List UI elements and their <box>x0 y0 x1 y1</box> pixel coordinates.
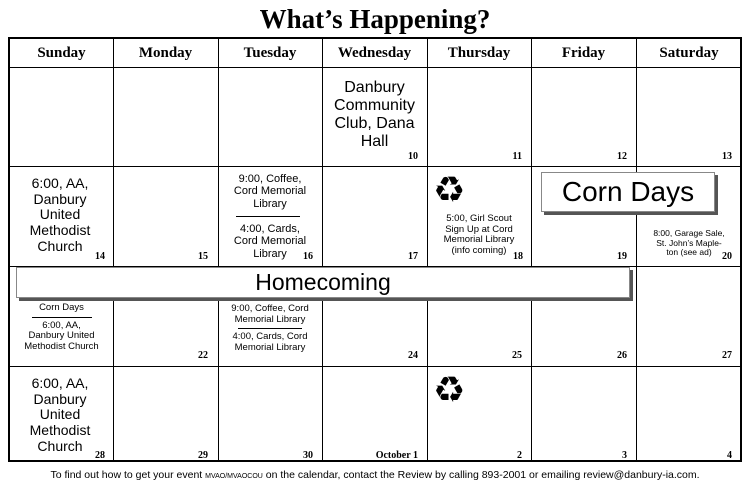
date-number: 2 <box>517 450 522 461</box>
event-cards: 4:00, Cards, Cord Memorial Library <box>233 223 307 260</box>
event-girl-scout: 5:00, Girl Scout Sign Up at Cord Memorial Library (info coming) <box>443 213 515 256</box>
date-number: 17 <box>408 251 418 262</box>
date-number: 28 <box>95 450 105 461</box>
date-number: 13 <box>722 151 732 162</box>
date-number: 20 <box>722 251 732 262</box>
corn-days-banner: Corn Days <box>541 172 715 212</box>
grid-line <box>10 67 740 68</box>
grid-line <box>113 39 114 460</box>
day-header-thursday: Thursday <box>447 45 511 61</box>
date-number: 12 <box>617 151 627 162</box>
grid-line <box>10 366 740 367</box>
recycle-icon: ♻ <box>433 370 466 411</box>
event-community-club: Danbury Community Club, Dana Hall <box>334 79 415 150</box>
date-number: 18 <box>513 251 523 262</box>
event-corn-days: Corn Days 6:00, AA, Danbury United Methodist Church <box>24 302 99 352</box>
day-header-monday: Monday <box>138 45 193 61</box>
grid-line <box>531 39 532 460</box>
day-header-friday: Friday <box>561 45 606 61</box>
grid-line <box>10 166 740 167</box>
divider <box>236 216 300 217</box>
day-header-wednesday: Wednesday <box>337 45 412 61</box>
date-number: 19 <box>617 251 627 262</box>
date-number: 29 <box>198 450 208 461</box>
date-number: 27 <box>722 350 732 361</box>
homecoming-banner: Homecoming <box>16 267 630 298</box>
date-number: 25 <box>512 350 522 361</box>
event-aa-meeting: 6:00, AA, Danbury United Methodist Church <box>29 175 91 254</box>
date-number: 10 <box>408 151 418 162</box>
date-number: 14 <box>95 251 105 262</box>
date-number: 24 <box>408 350 418 361</box>
date-number: 4 <box>727 450 732 461</box>
recycle-icon: ♻ <box>433 170 466 211</box>
date-number: 22 <box>198 350 208 361</box>
date-number: 30 <box>303 450 313 461</box>
event-garage-sale: 8:00, Garage Sale, St. John’s Maple- ton (see ad) <box>653 228 725 258</box>
date-number: 11 <box>512 151 522 162</box>
day-header-tuesday: Tuesday <box>243 45 297 61</box>
date-number: October 1 <box>375 450 418 461</box>
date-number: 15 <box>198 251 208 262</box>
date-number: 3 <box>622 450 627 461</box>
calendar-grid <box>8 37 742 462</box>
event-aa-meeting: 6:00, AA, Danbury United Methodist Church <box>29 375 91 454</box>
event-coffee-cards: 9:00, Coffee, Cord Memorial Library 4:00, Cards, Cord Memorial Library <box>231 303 309 353</box>
date-number: 26 <box>617 350 627 361</box>
date-number: 16 <box>303 251 313 262</box>
day-header-sunday: Sunday <box>37 45 86 61</box>
day-header-saturday: Saturday <box>659 45 719 61</box>
event-coffee: 9:00, Coffee, Cord Memorial Library <box>233 173 307 210</box>
footer-note: To find out how to get your event MVAO/MVAOCOU on the calendar, contact the Review by calling 893-2001 or emailing review@danbury-ia.com. <box>50 469 700 481</box>
page-title: What’s Happening? <box>259 4 491 34</box>
